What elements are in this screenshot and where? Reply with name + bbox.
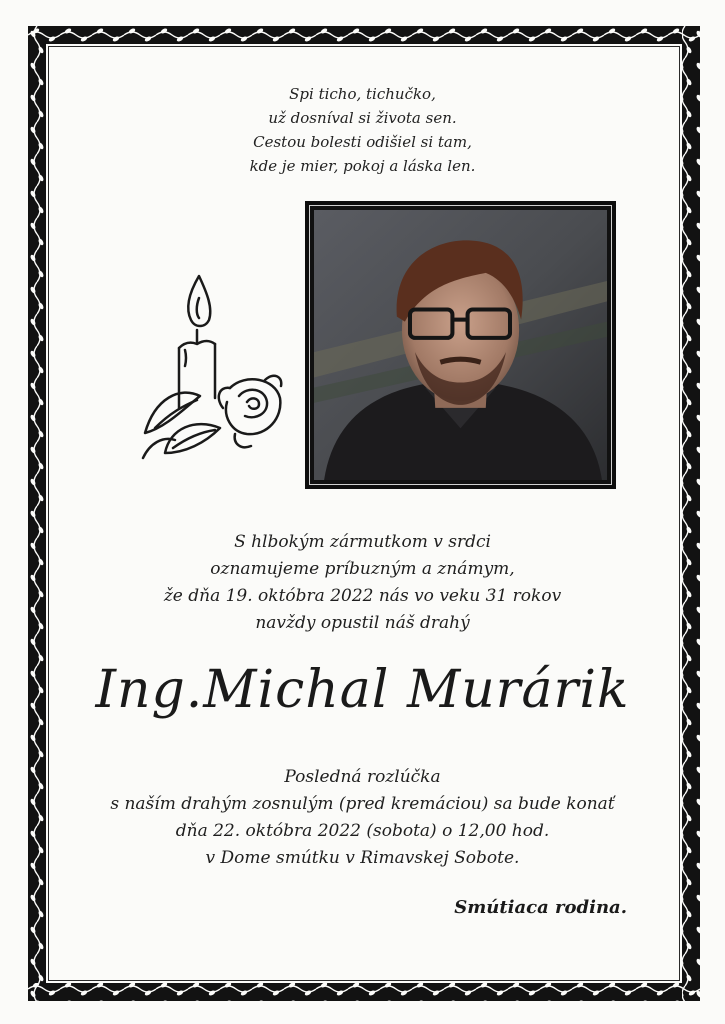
farewell-line: Posledná rozlúčka [284,767,441,787]
poem-line: kde je mier, pokoj a láska len. [249,157,476,175]
poem-line: už dosníval si života sen. [268,109,457,127]
farewell-line: dňa 22. októbra 2022 (sobota) o 12,00 hod. [175,821,550,841]
poem-line: Cestou bolesti odišiel si tam, [253,133,472,151]
farewell-line: v Dome smútku v Rimavskej Sobote. [205,848,520,868]
portrait-inner-frame [309,205,612,485]
portrait-photo [314,210,607,480]
poem-line: Spi ticho, tichučko, [289,85,436,103]
family-signature: Smútiaca rodina. [454,897,627,918]
portrait-frame [305,201,616,489]
announcement-line: S hlbokým zármutkom v srdci [234,532,491,552]
announcement-line: oznamujeme príbuzným a známym, [210,559,515,579]
farewell-details [0,764,725,872]
announcement-line: že dňa 19. októbra 2022 nás vo veku 31 rokov [163,586,562,606]
farewell-line: s naším drahým zosnulým (pred kremáciou) sa bude konať [110,794,615,814]
candle-with-rose-icon [135,268,285,473]
announcement-line: navždy opustil náš drahý [255,613,470,633]
announcement [0,529,725,637]
poem [0,82,725,178]
deceased-name: Ing.Michal Murárik [95,660,630,720]
